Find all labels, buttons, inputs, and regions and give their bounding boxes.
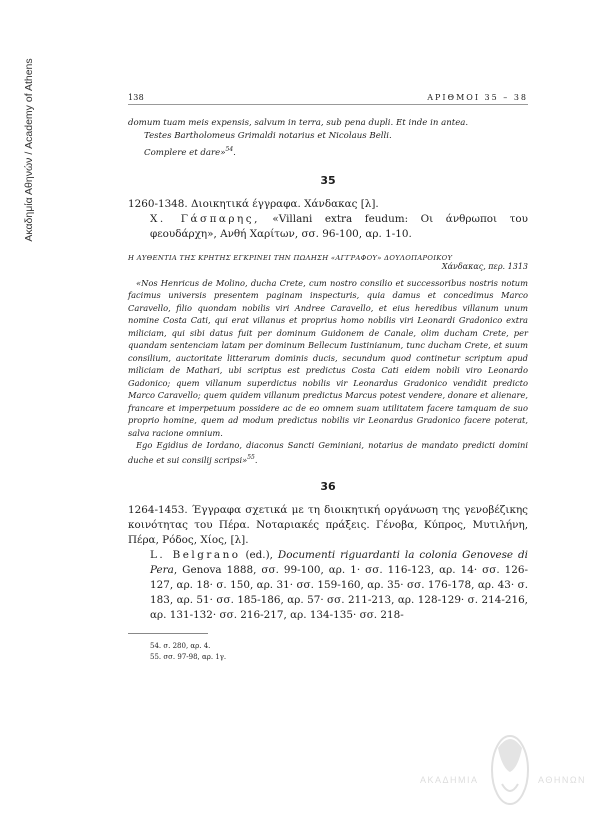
page-content (128, 93, 528, 623)
latin-document (128, 277, 528, 466)
intro-text (128, 117, 528, 160)
latin-signoff-text: Ego Egidius de Iordano, diaconus Sancti Geminiani, notarius de mandato predicti domini duche et sui consilij scripsi» (128, 440, 528, 465)
footnote-54: 54. σ. 280, αρ. 4. (150, 642, 211, 650)
document-heading: Η ΑΥΘΕΝΤΙΑ ΤΗΣ ΚΡΗΤΗΣ ΕΓΚΡΙΝΕΙ ΤΗΝ ΠΩΛΗΣΗ «ΑΓΓΡΑΦΟΥ» ΔΟΥΛΟΠΑΡΟΙΚΟΥ (128, 253, 453, 262)
watermark-right-text: ΑΘΗΝΩΝ (538, 775, 587, 785)
place-date: Χάνδακας, περ. 1313 (441, 261, 528, 271)
intro-line-1: domum tuam meis expensis, salvum in terra, sub pena dupli. Et inde in antea. (128, 118, 469, 128)
entry-35-title: 1260-1348. Διοικητικά έγγραφα. Χάνδακας [λ]. (128, 197, 379, 210)
running-head (128, 93, 528, 105)
entry-36-ref-pre: (ed.), (240, 549, 278, 562)
academy-watermark (410, 720, 600, 830)
entry-36-ref-rest: , Genova 1888, σσ. 99-100, αρ. 1· σσ. 116-123, αρ. 14· σσ. 126-127, αρ. 18· σ. 150, αρ. 31· σσ. 159-160, αρ. 35· σσ. 176-178, αρ. 43· σ. 183, αρ. 51· σσ. 185-186, αρ. 57· σσ. 211-213, αρ. 128-129· σ. 214-216, αρ. 131-132· σσ. 216-217, αρ. 134-135· σσ. 218- (150, 564, 528, 622)
page-number: 138 (128, 93, 144, 102)
intro-line-3-text: Complere et dare» (144, 147, 226, 158)
intro-line-2: Testes Bartholomeus Grimaldi notarius et Nicolaus Belli. (144, 131, 392, 141)
entry-36-author: L. Belgrano (150, 549, 241, 562)
side-label-text: Ακαδημία Αθηνών / Academy of Athens (23, 58, 35, 242)
side-label (22, 40, 36, 260)
watermark-left-text: ΑΚΑΔΗΜΙΑ (420, 775, 479, 785)
entry-36-ref-title: Documenti riguardanti la colonia Genovese di Pera (150, 549, 528, 577)
entry-36-reference (128, 548, 528, 623)
footnote-rule (128, 633, 208, 634)
entry-36-title: 1264-1453. Έγγραφα σχετικά με τη διοικητική οργάνωση της γενοβέζικης κοινότητας του Πέρα. Νοταριακές πράξεις. Γένοβα, Κύπρος, Μυτιλήνη, Πέρα, Ρόδος, Χίος, [λ]. (128, 504, 528, 547)
footnote-ref-55[interactable]: 55 (247, 453, 255, 461)
entry-35-reference (128, 212, 528, 242)
athena-head-icon (488, 728, 532, 816)
intro-line-3: Complere et dare»$^{54}$. (144, 146, 236, 158)
latin-body: «Nos Henricus de Molino, ducha Crete, cum nostro consilio et successoribus nostris notum facimus universis presentem paginam inspecturis, quia damus et concedimus Marco Caravello, filio quondam nobilis viri Andree Caravello, et eius heredibus villanum unum nomine Costa Cati, qui erat villanus et proprius homo nobilis viri Leonardi Gradonico extra miliciam, qui sibi datus fuit per dominum Guidonem de Canale, olim ducham Crete, per quandam sentenciam latam per dominum Bellecum Iustinianum, tunc ducham Crete, et suum consilium, auctoritate litterarum dominis ducis, secundum quod continetur scriptum apud miliciam de Mathari, ubi scriptus est predictus Costa Cati eidem nobili viro Leonardo Gadonico; quem villanum superdictus nobilis vir Leonardus Gradonico vendidit predicto Marco Caravello; quem quidem villanum predictus Marcus potest vendere, donare et alienare, francare et imperpetuum possidere ac de eo omnem suam utilitatem facere tamquam de suo proprio homine, quem ad modum predictus nobilis vir Leonardus Gradonico facere poterat, salva racione omnium. (128, 277, 528, 438)
entry-35-author: Χ. Γάσπαρης, (150, 212, 260, 225)
footnotes (128, 641, 428, 663)
footnote-55: 55. σσ. 97-98, αρ. 1γ. (150, 653, 227, 661)
latin-signoff: Ego Egidius de Iordano, diaconus Sancti Geminiani, notarius de mandato predicti domini duche et sui consilij scripsi»$^{55}$. (128, 440, 528, 465)
section-number-35: 35 (320, 173, 336, 187)
footnote-ref-54[interactable]: 54 (225, 146, 234, 153)
section-number-36: 36 (320, 480, 336, 494)
running-title: ΑΡΙΘΜΟΙ 35 – 38 (427, 93, 528, 102)
entry-35-ref: «Villani extra feudum: Οι άνθρωποι του φεουδάρχη», Ανθή Χαρίτων, σσ. 96-100, αρ. 1-10. (150, 212, 528, 240)
